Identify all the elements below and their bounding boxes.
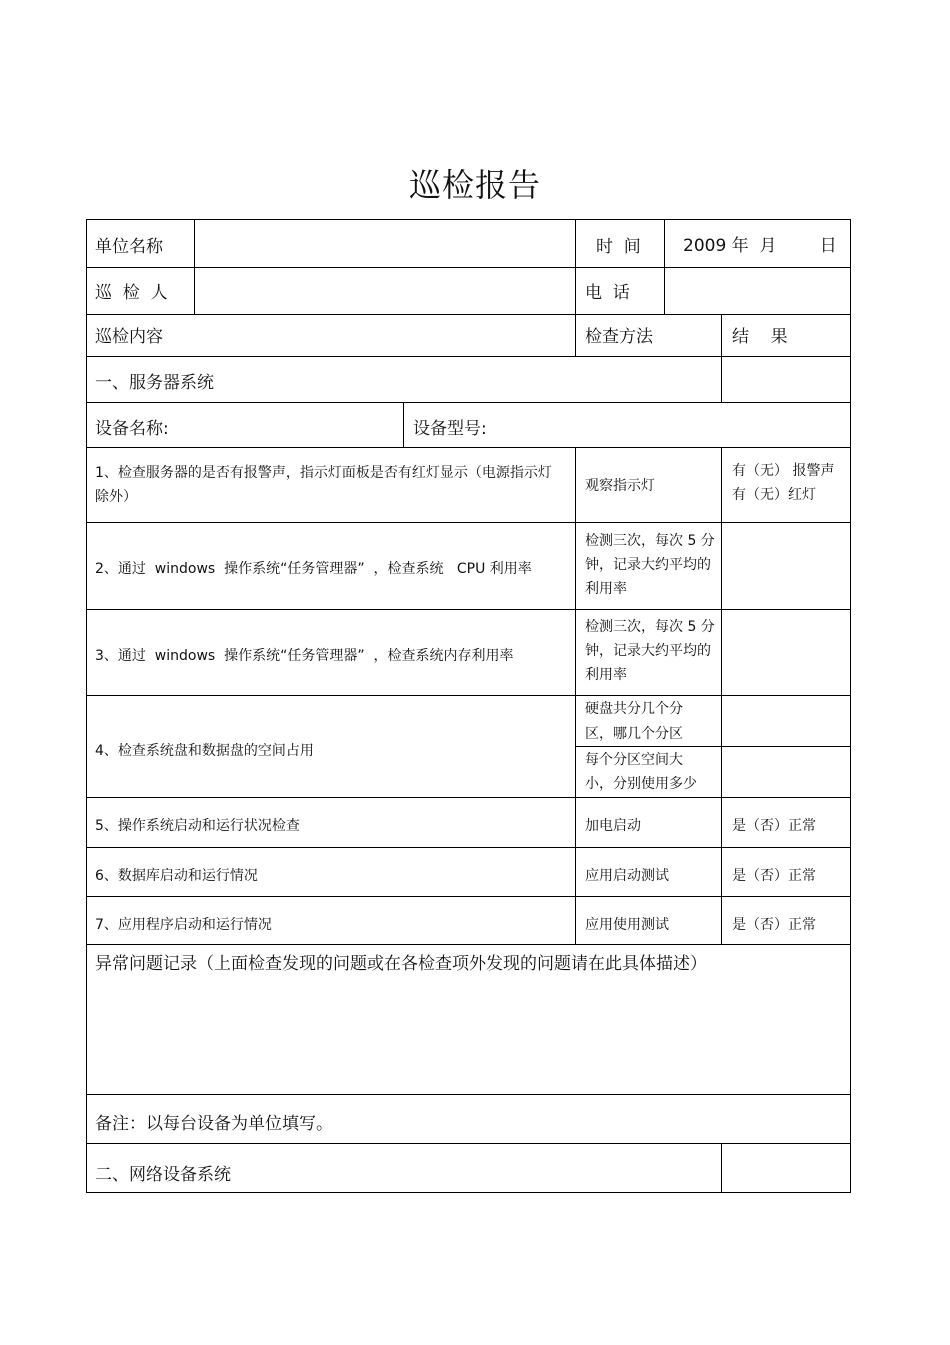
check-result-4b[interactable] — [722, 747, 850, 797]
method-header: 检查方法 — [585, 327, 653, 347]
anomaly-field[interactable] — [87, 975, 850, 1094]
check-result-7[interactable]: 是（否）正常 — [732, 917, 816, 933]
anomaly-label: 异常问题记录（上面检查发现的问题或在各检查项外发现的问题请在此具体描述） — [95, 954, 707, 974]
inspector-label: 巡 检 人 — [95, 283, 168, 303]
check-item-4: 4、检查系统盘和数据盘的空间占用 — [95, 743, 314, 759]
check-result-5[interactable]: 是（否）正常 — [732, 818, 816, 834]
device-name-label: 设备名称: — [95, 419, 169, 439]
check-result-2[interactable] — [722, 523, 850, 609]
check-result-4a[interactable] — [722, 696, 850, 746]
page-title: 巡检报告 — [408, 166, 541, 204]
unit-name-label: 单位名称 — [95, 237, 163, 257]
check-method-5: 加电启动 — [585, 818, 641, 834]
check-method-1: 观察指示灯 — [585, 478, 655, 494]
result-header: 结 果 — [732, 327, 788, 347]
check-item-6: 6、数据库启动和运行情况 — [95, 868, 258, 884]
check-item-1: 1、检查服务器的是否有报警声，指示灯面板是否有红灯显示（电源指示灯除外） — [95, 465, 552, 505]
phone-label: 电 话 — [585, 283, 630, 303]
date-field[interactable]: 2009 年 月 日 — [683, 236, 837, 256]
device-model-label: 设备型号: — [413, 419, 487, 439]
check-method-2: 检测三次，每次 5 分钟，记录大约平均的利用率 — [585, 533, 715, 597]
remark-text: 备注：以每台设备为单位填写。 — [95, 1114, 333, 1134]
inspector-field[interactable] — [195, 268, 575, 314]
section-network-result[interactable] — [722, 1144, 850, 1192]
check-method-4b: 每个分区空间大小，分别使用多少 — [585, 752, 697, 792]
check-result-3[interactable] — [722, 610, 850, 695]
check-item-2: 2、通过 windows 操作系统“任务管理器” ，检查系统 CPU 利用率 — [95, 561, 532, 577]
check-method-7: 应用使用测试 — [585, 917, 669, 933]
section-network-title: 二、网络设备系统 — [95, 1165, 231, 1185]
content-header: 巡检内容 — [95, 327, 163, 347]
check-method-4a: 硬盘共分几个分区，哪几个分区 — [585, 701, 683, 742]
time-label: 时 间 — [596, 237, 641, 257]
check-result-6[interactable]: 是（否）正常 — [732, 868, 816, 884]
check-method-3: 检测三次，每次 5 分钟，记录大约平均的利用率 — [585, 619, 715, 683]
check-item-3: 3、通过 windows 操作系统“任务管理器” ，检查系统内存利用率 — [95, 648, 514, 664]
unit-name-field[interactable] — [195, 220, 575, 267]
section-server-title: 一、服务器系统 — [95, 373, 214, 393]
check-item-7: 7、应用程序启动和运行情况 — [95, 917, 272, 933]
check-result-1[interactable]: 有（无） 报警声 有（无）红灯 — [732, 463, 835, 503]
check-item-5: 5、操作系统启动和运行状况检查 — [95, 818, 300, 834]
check-method-6: 应用启动测试 — [585, 868, 669, 884]
phone-field[interactable] — [665, 268, 850, 314]
